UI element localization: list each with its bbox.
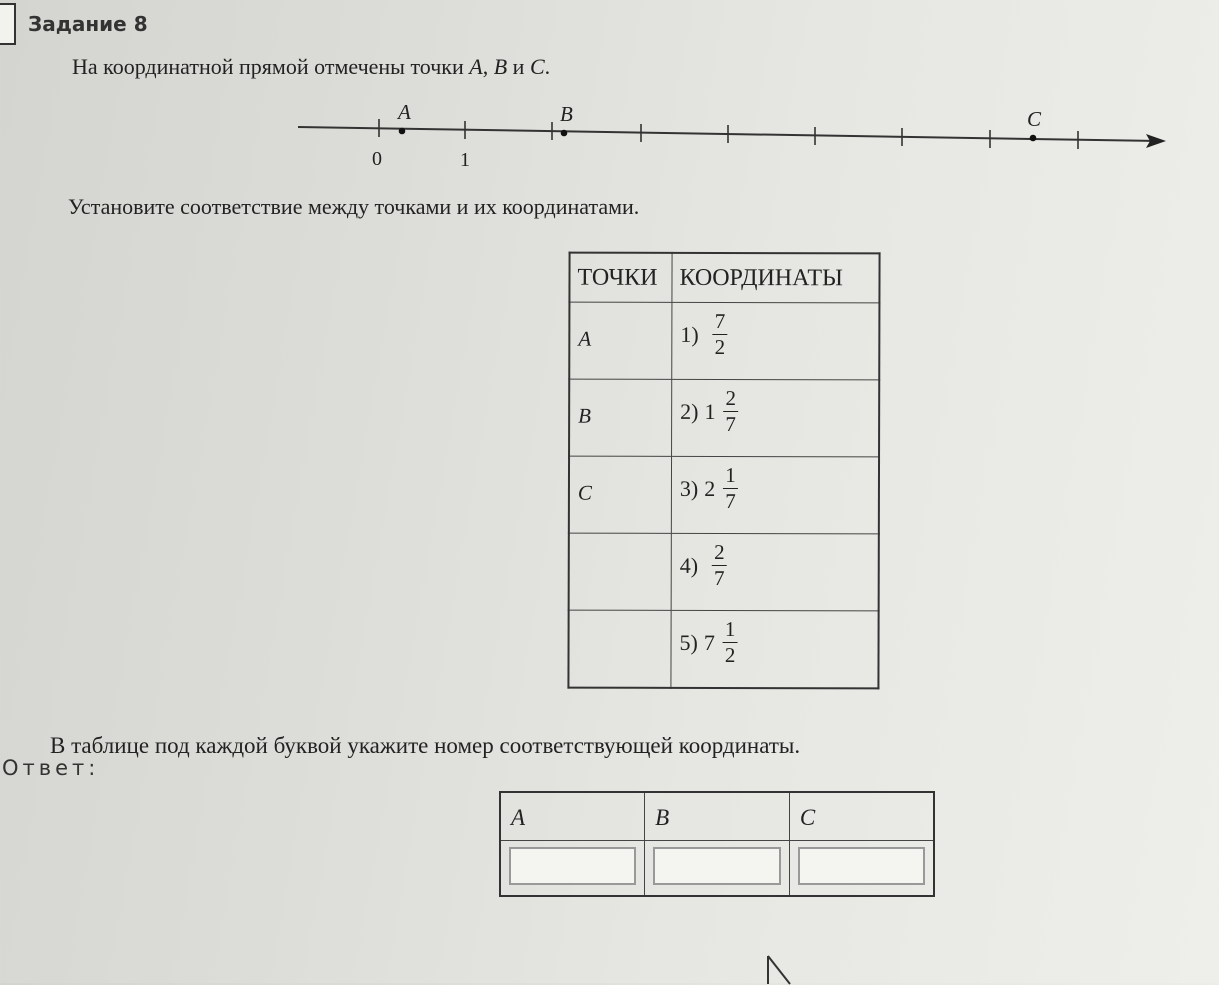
- answer-input-c[interactable]: [798, 847, 925, 885]
- answer-label: Ответ:: [2, 756, 100, 780]
- coordinate-cell: 1) $\frac{7}{2}$: [672, 302, 880, 380]
- instruction-text: Установите соответствие между точками и их координатами.: [68, 194, 640, 219]
- point-b-label: B: [560, 102, 573, 126]
- header-points: ТОЧКИ: [569, 253, 672, 303]
- point-cell: [569, 533, 672, 610]
- fraction: $\frac{1}{7}$: [725, 463, 736, 514]
- point-c-dot: [1030, 135, 1037, 142]
- problem-statement: На координатной прямой отмечены точки A, B и C.: [72, 54, 551, 79]
- coordinate-cell: 5) 7 $\frac{1}{2}$: [671, 610, 879, 688]
- coordinate-cell: 4) $\frac{2}{7}$: [671, 533, 879, 611]
- point-cell: B: [569, 379, 672, 456]
- task-title: Задание 8: [28, 12, 148, 36]
- fraction: $\frac{2}{7}$: [714, 539, 725, 591]
- point-a-label: A: [398, 100, 411, 124]
- answer-instruction: В таблице под каждой буквой укажите номер соответствующей координаты.: [50, 733, 801, 758]
- answer-letter-a: A: [500, 792, 645, 840]
- point-a-dot: [399, 128, 406, 135]
- matching-table: [567, 252, 880, 689]
- answer-input-b[interactable]: [653, 847, 781, 885]
- coordinate-cell: 3) 2 $\frac{1}{7}$: [671, 456, 879, 534]
- answer-table: [499, 791, 935, 897]
- number-line-ticks: [379, 119, 1078, 149]
- task-checkbox[interactable]: [0, 3, 16, 45]
- unit-label: 1: [460, 149, 470, 171]
- point-cell: C: [569, 456, 672, 533]
- answer-input-a[interactable]: [509, 847, 636, 885]
- coordinate-cell: 2) 1 $\frac{2}{7}$: [672, 379, 880, 457]
- answer-letter-b: B: [645, 792, 790, 840]
- number-line: [290, 95, 1180, 175]
- fraction: $\frac{1}{2}$: [724, 617, 736, 668]
- point-c-label: C: [1027, 107, 1042, 131]
- point-b-dot: [561, 130, 568, 137]
- point-cell: [568, 610, 671, 687]
- header-coordinates: КООРДИНАТЫ: [672, 253, 880, 303]
- origin-label: 0: [372, 148, 382, 170]
- fraction: $\frac{2}{7}$: [725, 386, 737, 437]
- answer-letter-c: C: [789, 792, 934, 840]
- point-cell: A: [569, 302, 672, 379]
- mouse-pointer-icon: [760, 955, 794, 985]
- fraction: $\frac{7}{2}$: [714, 308, 726, 360]
